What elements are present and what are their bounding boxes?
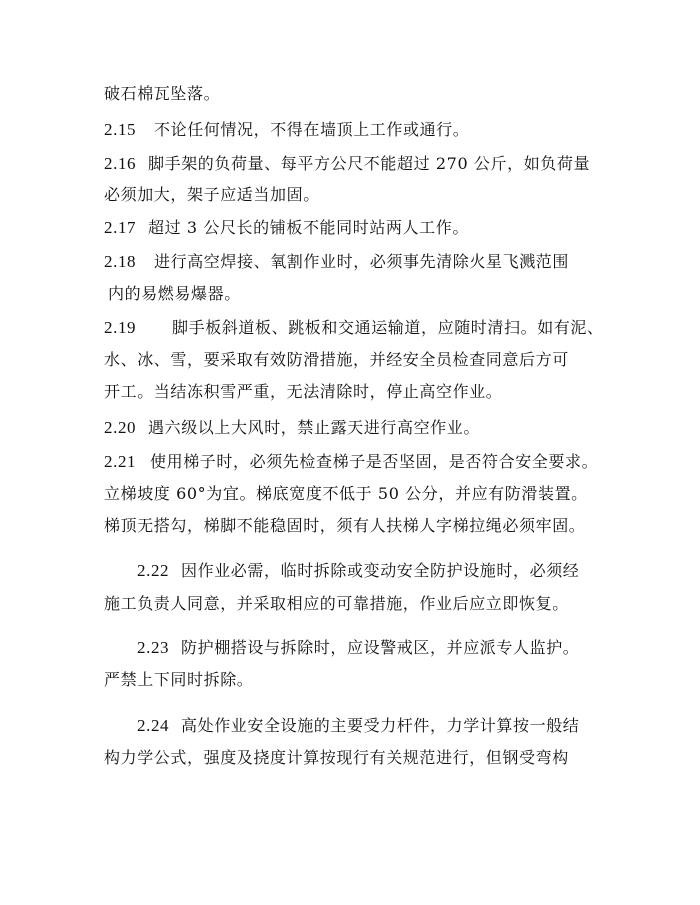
text-line (104, 185, 320, 205)
line-text: 内的易燃易爆器。 (108, 284, 241, 303)
clause-2-15 (104, 120, 469, 140)
clause-2-19 (104, 318, 604, 338)
text-line (104, 670, 253, 690)
line-text: 构力学公式，强度及挠度计算按现行有关规范进行，但钢受弯构 (104, 748, 569, 767)
line-text: 破石棉瓦坠落。 (104, 84, 221, 103)
clause-2-18 (104, 252, 569, 272)
clause-number: 2.16 (104, 154, 137, 173)
clause-number: 2.21 (104, 452, 137, 471)
line-text: 水、冰、雪，要采取有效防滑措施，并经安全员检查同意后方可 (104, 350, 569, 369)
clause-2-24 (137, 716, 579, 736)
clause-2-17 (104, 218, 469, 238)
text-line (104, 382, 502, 402)
text-line (104, 748, 569, 768)
clause-number: 2.20 (104, 418, 137, 437)
text-line (108, 284, 241, 304)
clause-2-21 (104, 452, 598, 472)
clause-number: 2.19 (104, 318, 137, 337)
clause-number: 2.18 (104, 252, 137, 271)
clause-number: 2.15 (104, 120, 137, 139)
clause-text: 遇六级以上大风时，禁止露天进行高空作业。 (148, 418, 481, 437)
clause-text: 不论任何情况，不得在墙顶上工作或通行。 (154, 120, 470, 139)
clause-number: 2.24 (137, 716, 170, 735)
text-line (104, 594, 569, 614)
line-text: 施工负责人同意，并采取相应的可靠措施，作业后应立即恢复。 (104, 594, 569, 613)
clause-number: 2.22 (137, 561, 170, 580)
clause-text: 超过 3 公尺长的铺板不能同时站两人工作。 (148, 218, 469, 237)
line-text: 梯顶无搭勾，梯脚不能稳固时，须有人扶梯人字梯拉绳必须牢固。 (104, 516, 586, 535)
clause-text: 脚手板斜道板、跳板和交通运输道，应随时清扫。如有泥、 (172, 318, 604, 337)
line-text: 必须加大，架子应适当加固。 (104, 185, 320, 204)
line-text: 立梯坡度 60°为宜。梯底宽度不低于 50 公分，并应有防滑装置。 (104, 484, 588, 503)
clause-2-20 (104, 418, 480, 438)
clause-text: 防护棚搭设与拆除时，应设警戒区，并应派专人监护。 (181, 638, 580, 657)
text-line (104, 516, 585, 536)
line-text: 严禁上下同时拆除。 (104, 670, 254, 689)
text-line (104, 84, 220, 104)
clause-2-23 (137, 638, 579, 658)
clause-text: 因作业必需，临时拆除或变动安全防护设施时，必须经 (181, 561, 580, 580)
clause-text: 高处作业安全设施的主要受力杆件，力学计算按一般结 (181, 716, 580, 735)
clause-number: 2.23 (137, 638, 170, 657)
clause-text: 进行高空焊接、氧割作业时，必须事先清除火星飞溅范围 (154, 252, 570, 271)
clause-2-22 (137, 561, 579, 581)
text-line (104, 350, 569, 370)
line-text: 开工。当结冻积雪严重，无法清除时，停止高空作业。 (104, 382, 503, 401)
text-line (104, 484, 588, 504)
clause-2-16 (104, 154, 590, 174)
clause-text: 脚手架的负荷量、每平方公尺不能超过 270 公斤，如负荷量 (148, 154, 591, 173)
clause-text: 使用梯子时，必须先检查梯子是否坚固，是否符合安全要求。 (150, 452, 599, 471)
clause-number: 2.17 (104, 218, 137, 237)
